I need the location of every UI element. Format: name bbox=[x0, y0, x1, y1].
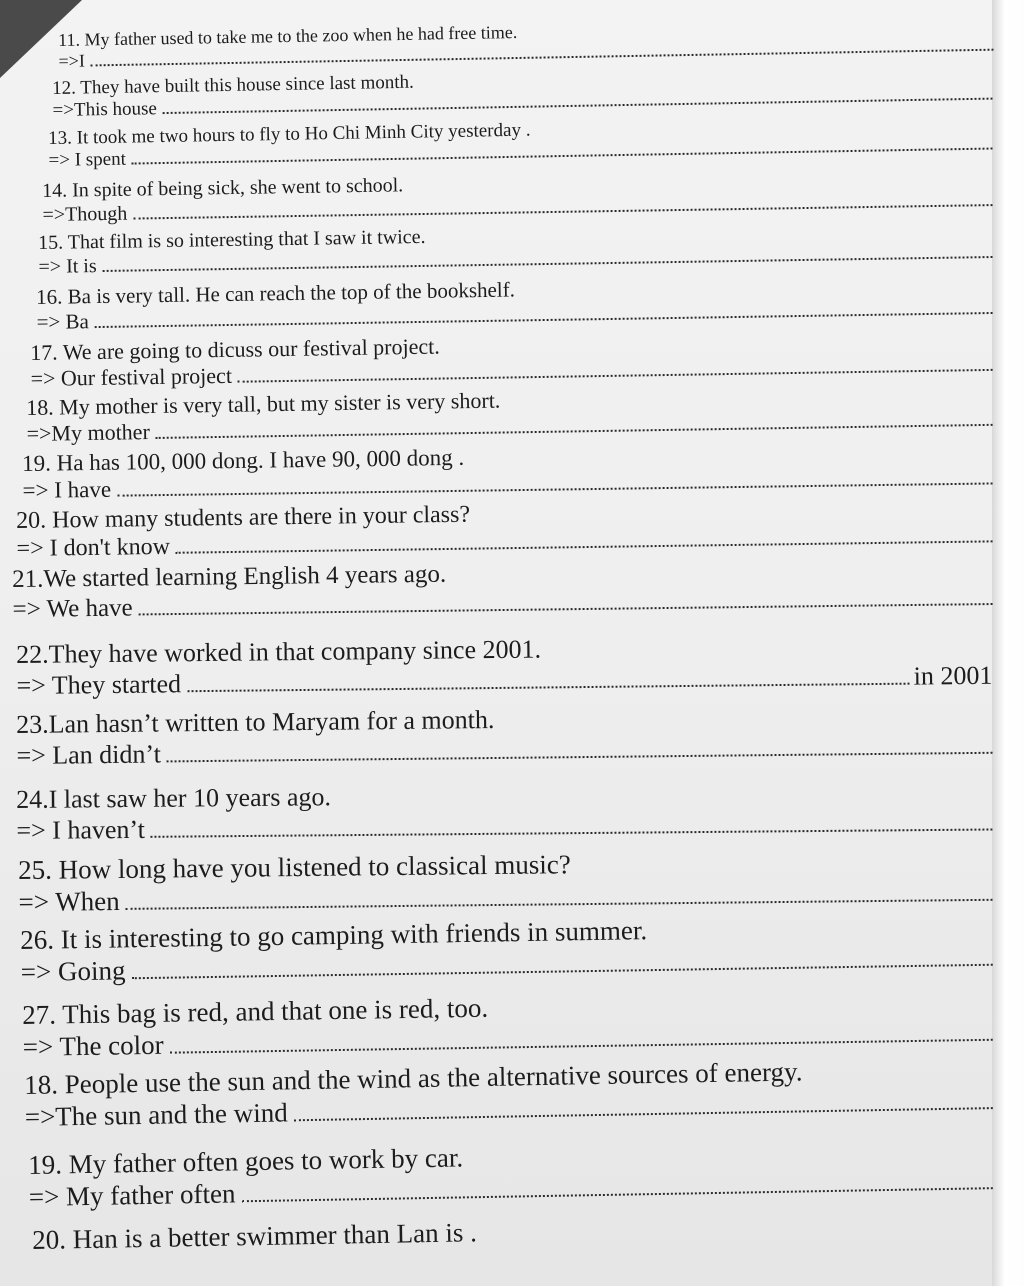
exercise-prompt: 19. My father often goes to work by car. bbox=[28, 1142, 464, 1180]
exercise-prompt: 20. Han is a better swimmer than Lan is . bbox=[32, 1217, 478, 1255]
exercise-prompt: 21.We started learning English 4 years ago. bbox=[12, 560, 447, 593]
exercise-prompt: 14. In spite of being sick, she went to school. bbox=[42, 174, 404, 202]
answer-lead-text: => Lan didn’t bbox=[16, 739, 162, 770]
exercise-prompt: 11. My father used to take me to the zoo when he had free time. bbox=[58, 21, 518, 50]
exercise-prompt: 19. Ha has 100, 000 dong. I have 90, 000 dong . bbox=[22, 444, 465, 476]
answer-lead-text: =>My mother bbox=[26, 419, 150, 446]
exercise-prompt: 26. It is interesting to go camping with friends in summer. bbox=[20, 915, 648, 955]
exercise-item bbox=[18, 845, 993, 919]
exercise-item bbox=[16, 776, 992, 846]
answer-lead-text: => We have bbox=[12, 594, 133, 623]
answer-blank[interactable] bbox=[126, 882, 993, 909]
answer-blank[interactable] bbox=[294, 1091, 993, 1121]
exercise-item bbox=[12, 553, 993, 624]
answer-tail-text: in 2001 bbox=[913, 660, 993, 691]
answer-lead-text: =>This house bbox=[52, 98, 158, 122]
answer-lead-text: => The color bbox=[22, 1029, 164, 1062]
answer-lead-text: => They started bbox=[16, 668, 182, 700]
answer-lead-text: => I don't know bbox=[16, 534, 171, 563]
exercise-prompt: 22.They have worked in that company since 2001. bbox=[16, 634, 542, 669]
answer-lead-text: =>The sun and the wind bbox=[24, 1097, 288, 1132]
exercise-prompt: 24.I last saw her 10 years ago. bbox=[16, 782, 332, 814]
exercise-item bbox=[16, 700, 993, 772]
answer-lead-text: => My father often bbox=[28, 1178, 236, 1212]
answer-blank[interactable] bbox=[151, 813, 993, 838]
exercise-item bbox=[16, 630, 993, 702]
answer-blank[interactable] bbox=[131, 947, 992, 979]
exercise-prompt: 17. We are going to dicuss our festival project. bbox=[30, 333, 440, 365]
answer-lead-text: =>Though bbox=[42, 202, 128, 226]
answer-blank[interactable] bbox=[241, 1171, 993, 1202]
answer-lead-text: => Ba bbox=[36, 308, 90, 334]
answer-blank[interactable] bbox=[187, 667, 910, 692]
exercise-prompt: 25. How long have you listened to classical music? bbox=[18, 849, 571, 885]
answer-blank[interactable] bbox=[176, 526, 993, 554]
answer-lead-text: => It is bbox=[38, 254, 97, 278]
page-right-edge bbox=[992, 0, 1024, 1286]
answer-blank[interactable] bbox=[139, 588, 993, 615]
answer-lead-text: => I have bbox=[22, 476, 112, 504]
answer-lead-text: => I spent bbox=[48, 149, 127, 172]
answer-lead-text: => Going bbox=[20, 955, 126, 987]
answer-lead-text: => Our festival project bbox=[30, 362, 233, 391]
exercise-prompt: 13. It took me two hours to fly to Ho Chi Minh City yesterday . bbox=[48, 119, 531, 149]
answer-blank[interactable] bbox=[169, 1022, 992, 1053]
exercise-prompt: 15. That film is so interesting that I saw it twice. bbox=[38, 225, 426, 254]
exercise-prompt: 20. How many students are there in your class? bbox=[16, 501, 471, 534]
answer-lead-text: =>I bbox=[58, 50, 86, 72]
exercise-prompt: 12. They have built this house since last month. bbox=[52, 71, 414, 99]
exercise-prompt: 27. This bag is red, and that one is red, too. bbox=[22, 992, 489, 1030]
exercise-prompt: 16. Ba is very tall. He can reach the top of the bookshelf. bbox=[36, 277, 516, 309]
answer-lead-text: => I haven’t bbox=[16, 814, 146, 845]
answer-blank[interactable] bbox=[167, 736, 993, 762]
answer-lead-text: => When bbox=[18, 885, 120, 917]
exercise-prompt: 18. People use the sun and the wind as the alternative sources of energy. bbox=[24, 1056, 803, 1100]
exercise-prompt: 23.Lan hasn’t written to Maryam for a month. bbox=[16, 704, 495, 739]
exercise-prompt: 18. My mother is very tall, but my sister is very short. bbox=[26, 387, 501, 420]
